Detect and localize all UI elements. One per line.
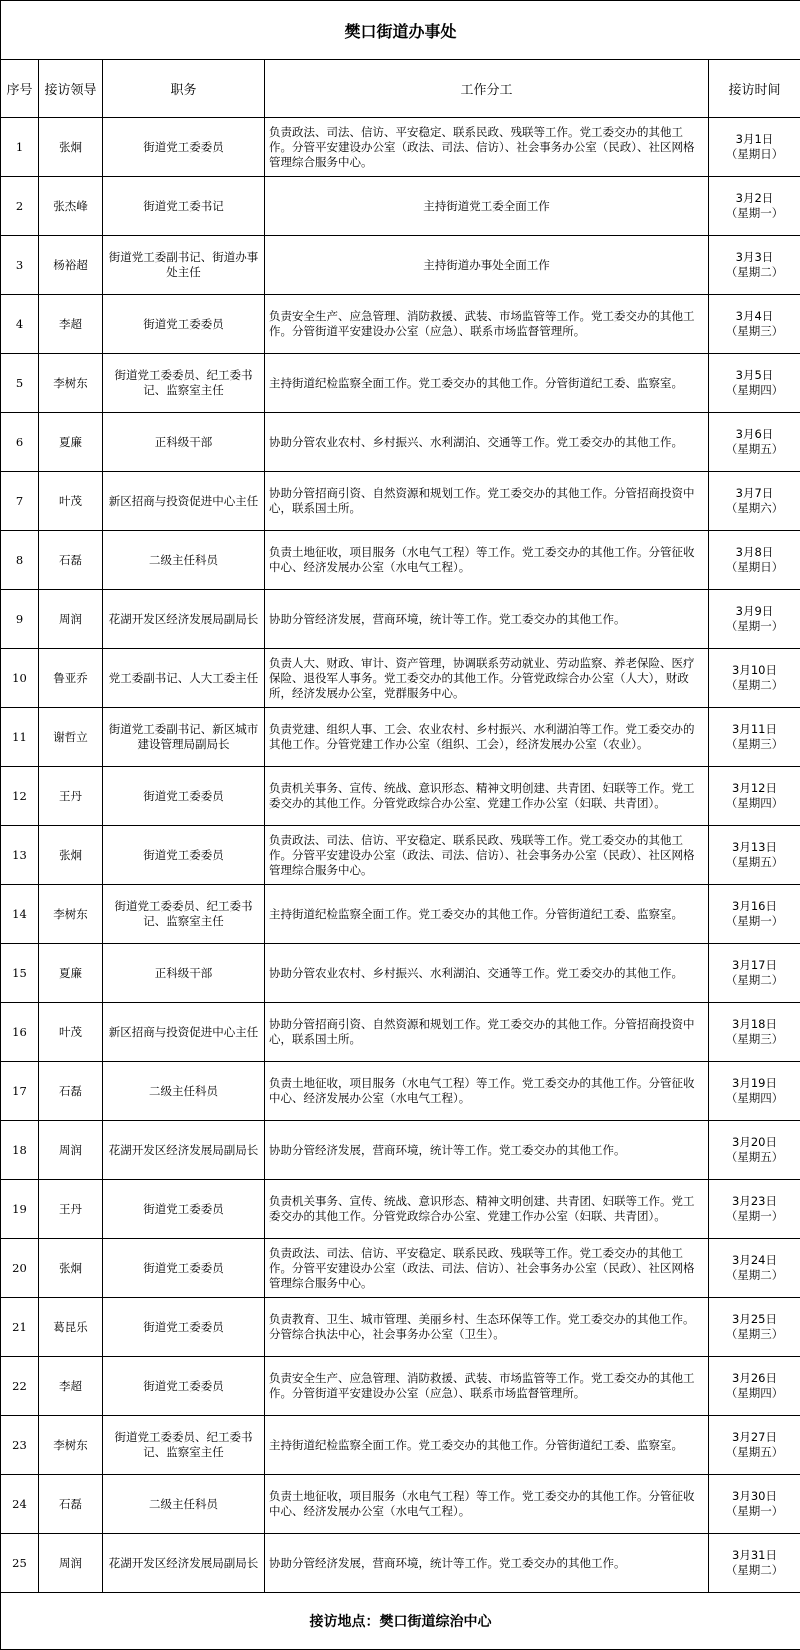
row-number: 3: [1, 236, 39, 295]
table-row: [1, 177, 800, 236]
reception-weekday: （星期一）: [713, 1209, 796, 1224]
reception-time: [709, 767, 800, 826]
reception-time: [709, 1298, 800, 1357]
duty-description: 协助分管农业农村、乡村振兴、水利湖泊、交通等工作。党工委交办的其他工作。: [265, 413, 709, 472]
table-row: [1, 1121, 800, 1180]
reception-weekday: （星期三）: [713, 1032, 796, 1047]
leader-position: 街道党工委委员: [103, 1357, 265, 1416]
leader-position: 街道党工委委员: [103, 295, 265, 354]
row-number: 4: [1, 295, 39, 354]
reception-weekday: （星期二）: [713, 1563, 796, 1578]
leader-position: 街道党工委委员: [103, 118, 265, 177]
reception-time: [709, 472, 800, 531]
table-title: 樊口街道办事处: [1, 1, 800, 60]
row-number: 6: [1, 413, 39, 472]
table-row: [1, 1003, 800, 1062]
leader-name: 李树东: [39, 354, 103, 413]
reception-time: [709, 1416, 800, 1475]
duty-description: 负责土地征收，项目服务（水电气工程）等工作。党工委交办的其他工作。分管征收中心、经济发展办公室（水电气工程）。: [265, 1475, 709, 1534]
leader-name: 李超: [39, 295, 103, 354]
reception-weekday: （星期日）: [713, 560, 796, 575]
reception-weekday: （星期四）: [713, 383, 796, 398]
row-number: 11: [1, 708, 39, 767]
reception-date: 3月5日: [713, 368, 796, 383]
reception-time: [709, 354, 800, 413]
reception-weekday: （星期六）: [713, 501, 796, 516]
leader-position: 二级主任科员: [103, 1475, 265, 1534]
leader-name: 鲁亚乔: [39, 649, 103, 708]
table-row: [1, 1416, 800, 1475]
row-number: 19: [1, 1180, 39, 1239]
row-number: 17: [1, 1062, 39, 1121]
leader-position: 正科级干部: [103, 944, 265, 1003]
reception-weekday: （星期一）: [713, 914, 796, 929]
reception-date: 3月11日: [713, 722, 796, 737]
table-row: [1, 1062, 800, 1121]
header-row: [1, 60, 800, 118]
table-row: [1, 1475, 800, 1534]
duty-description: 协助分管经济发展，营商环境，统计等工作。党工委交办的其他工作。: [265, 1534, 709, 1593]
leader-position: 街道党工委委员: [103, 767, 265, 826]
reception-weekday: （星期一）: [713, 1504, 796, 1519]
leader-position: 新区招商与投资促进中心主任: [103, 472, 265, 531]
reception-weekday: （星期二）: [713, 973, 796, 988]
leader-position: 街道党工委委员、纪工委书记、监察室主任: [103, 1416, 265, 1475]
reception-time: [709, 236, 800, 295]
reception-time: [709, 531, 800, 590]
table-row: [1, 1239, 800, 1298]
row-number: 21: [1, 1298, 39, 1357]
table-row: [1, 590, 800, 649]
table-row: [1, 885, 800, 944]
header-time: 接访时间: [709, 60, 800, 118]
duty-description: 负责政法、司法、信访、平安稳定、联系民政、残联等工作。党工委交办的其他工作。分管平安建设办公室（政法、司法、信访）、社会事务办公室（民政）、社区网格管理综合服务中心。: [265, 118, 709, 177]
table-row: [1, 1298, 800, 1357]
row-number: 7: [1, 472, 39, 531]
reception-date: 3月20日: [713, 1135, 796, 1150]
reception-date: 3月24日: [713, 1253, 796, 1268]
reception-time: [709, 1239, 800, 1298]
leader-position: 街道党工委委员: [103, 1239, 265, 1298]
header-duty: 工作分工: [265, 60, 709, 118]
leader-name: 李树东: [39, 1416, 103, 1475]
duty-description: 协助分管农业农村、乡村振兴、水利湖泊、交通等工作。党工委交办的其他工作。: [265, 944, 709, 1003]
row-number: 10: [1, 649, 39, 708]
reception-weekday: （星期一）: [713, 619, 796, 634]
reception-weekday: （星期五）: [713, 1150, 796, 1165]
reception-time: [709, 826, 800, 885]
reception-date: 3月7日: [713, 486, 796, 501]
leader-name: 杨裕超: [39, 236, 103, 295]
duty-description: 负责机关事务、宣传、统战、意识形态、精神文明创建、共青团、妇联等工作。党工委交办的其他工作。分管党政综合办公室、党建工作办公室（妇联、共青团）。: [265, 767, 709, 826]
table-row: [1, 1534, 800, 1593]
duty-description: 协助分管经济发展，营商环境，统计等工作。党工委交办的其他工作。: [265, 1121, 709, 1180]
row-number: 24: [1, 1475, 39, 1534]
reception-location: 接访地点：樊口街道综治中心: [1, 1593, 800, 1650]
table-row: [1, 767, 800, 826]
leader-position: 花湖开发区经济发展局副局长: [103, 1121, 265, 1180]
row-number: 15: [1, 944, 39, 1003]
table-row: [1, 472, 800, 531]
reception-time: [709, 1475, 800, 1534]
row-number: 25: [1, 1534, 39, 1593]
row-number: 23: [1, 1416, 39, 1475]
table-row: [1, 1180, 800, 1239]
reception-weekday: （星期四）: [713, 796, 796, 811]
leader-position: 街道党工委委员: [103, 826, 265, 885]
leader-position: 街道党工委委员、纪工委书记、监察室主任: [103, 354, 265, 413]
reception-weekday: （星期二）: [713, 1268, 796, 1283]
reception-time: [709, 649, 800, 708]
leader-name: 李树东: [39, 885, 103, 944]
reception-date: 3月6日: [713, 427, 796, 442]
reception-time: [709, 177, 800, 236]
duty-description: 负责机关事务、宣传、统战、意识形态、精神文明创建、共青团、妇联等工作。党工委交办的其他工作。分管党政综合办公室、党建工作办公室（妇联、共青团）。: [265, 1180, 709, 1239]
leader-name: 谢哲立: [39, 708, 103, 767]
duty-description: 协助分管招商引资、自然资源和规划工作。党工委交办的其他工作。分管招商投资中心，联系国土所。: [265, 1003, 709, 1062]
table-row: [1, 826, 800, 885]
leader-position: 花湖开发区经济发展局副局长: [103, 590, 265, 649]
leader-name: 石磊: [39, 1475, 103, 1534]
duty-description: 负责土地征收，项目服务（水电气工程）等工作。党工委交办的其他工作。分管征收中心、经济发展办公室（水电气工程）。: [265, 1062, 709, 1121]
leader-name: 石磊: [39, 1062, 103, 1121]
leader-position: 党工委副书记、人大工委主任: [103, 649, 265, 708]
table-row: [1, 413, 800, 472]
duty-description: 负责土地征收，项目服务（水电气工程）等工作。党工委交办的其他工作。分管征收中心、经济发展办公室（水电气工程）。: [265, 531, 709, 590]
reception-time: [709, 708, 800, 767]
leader-position: 新区招商与投资促进中心主任: [103, 1003, 265, 1062]
reception-date: 3月8日: [713, 545, 796, 560]
reception-weekday: （星期一）: [713, 206, 796, 221]
duty-description: 主持街道党工委全面工作: [265, 177, 709, 236]
reception-weekday: （星期日）: [713, 147, 796, 162]
reception-weekday: （星期四）: [713, 1091, 796, 1106]
reception-date: 3月16日: [713, 899, 796, 914]
leader-position: 街道党工委委员: [103, 1298, 265, 1357]
duty-description: 负责人大、财政、审计、资产管理，协调联系劳动就业、劳动监察、养老保险、医疗保险、退役军人事务。党工委交办的其他工作。分管党政综合办公室（人大），财政所，经济发展办公室，党群服务中心。: [265, 649, 709, 708]
reception-time: [709, 1534, 800, 1593]
leader-position: 二级主任科员: [103, 1062, 265, 1121]
duty-description: 负责教育、卫生、城市管理、美丽乡村、生态环保等工作。党工委交办的其他工作。分管综合执法中心，社会事务办公室（卫生）。: [265, 1298, 709, 1357]
reception-date: 3月25日: [713, 1312, 796, 1327]
reception-time: [709, 944, 800, 1003]
reception-time: [709, 885, 800, 944]
row-number: 2: [1, 177, 39, 236]
duty-description: 负责党建、组织人事、工会、农业农村、乡村振兴、水利湖泊等工作。党工委交办的其他工作。分管党建工作办公室（组织、工会），经济发展办公室（农业）。: [265, 708, 709, 767]
table-row: [1, 295, 800, 354]
reception-date: 3月9日: [713, 604, 796, 619]
row-number: 12: [1, 767, 39, 826]
reception-time: [709, 413, 800, 472]
reception-date: 3月2日: [713, 191, 796, 206]
reception-date: 3月17日: [713, 958, 796, 973]
header-leader: 接访领导: [39, 60, 103, 118]
reception-weekday: （星期三）: [713, 324, 796, 339]
reception-weekday: （星期二）: [713, 678, 796, 693]
leader-position: 二级主任科员: [103, 531, 265, 590]
leader-name: 王丹: [39, 767, 103, 826]
table-row: [1, 236, 800, 295]
reception-time: [709, 1357, 800, 1416]
reception-date: 3月12日: [713, 781, 796, 796]
row-number: 18: [1, 1121, 39, 1180]
leader-position: 街道党工委委员: [103, 1180, 265, 1239]
reception-date: 3月10日: [713, 663, 796, 678]
reception-date: 3月4日: [713, 309, 796, 324]
header-no: 序号: [1, 60, 39, 118]
reception-weekday: （星期三）: [713, 737, 796, 752]
reception-date: 3月19日: [713, 1076, 796, 1091]
duty-description: 负责政法、司法、信访、平安稳定、联系民政、残联等工作。党工委交办的其他工作。分管平安建设办公室（政法、司法、信访）、社会事务办公室（民政）、社区网格管理综合服务中心。: [265, 1239, 709, 1298]
duty-description: 协助分管经济发展，营商环境，统计等工作。党工委交办的其他工作。: [265, 590, 709, 649]
reception-date: 3月26日: [713, 1371, 796, 1386]
table-body: [1, 118, 800, 1593]
reception-time: [709, 295, 800, 354]
row-number: 5: [1, 354, 39, 413]
table-row: [1, 354, 800, 413]
duty-description: 负责安全生产、应急管理、消防救援、武装、市场监管等工作。党工委交办的其他工作。分管街道平安建设办公室（应急）、联系市场监督管理所。: [265, 295, 709, 354]
leader-name: 张炯: [39, 118, 103, 177]
leader-position: 街道党工委书记: [103, 177, 265, 236]
leader-position: 街道党工委副书记、新区城市建设管理局副局长: [103, 708, 265, 767]
reception-date: 3月3日: [713, 250, 796, 265]
reception-weekday: （星期二）: [713, 265, 796, 280]
row-number: 8: [1, 531, 39, 590]
duty-description: 主持街道纪检监察全面工作。党工委交办的其他工作。分管街道纪工委、监察室。: [265, 885, 709, 944]
row-number: 20: [1, 1239, 39, 1298]
reception-weekday: （星期五）: [713, 855, 796, 870]
table-row: [1, 531, 800, 590]
leader-name: 葛昆乐: [39, 1298, 103, 1357]
leader-name: 张杰峰: [39, 177, 103, 236]
leader-name: 王丹: [39, 1180, 103, 1239]
reception-weekday: （星期三）: [713, 1327, 796, 1342]
row-number: 14: [1, 885, 39, 944]
reception-weekday: （星期五）: [713, 442, 796, 457]
leader-position: 花湖开发区经济发展局副局长: [103, 1534, 265, 1593]
leader-position: 街道党工委副书记、街道办事处主任: [103, 236, 265, 295]
duty-description: 负责安全生产、应急管理、消防救援、武装、市场监管等工作。党工委交办的其他工作。分管街道平安建设办公室（应急）、联系市场监督管理所。: [265, 1357, 709, 1416]
leader-name: 李超: [39, 1357, 103, 1416]
leader-name: 周润: [39, 1534, 103, 1593]
reception-time: [709, 590, 800, 649]
table-row: [1, 708, 800, 767]
leader-name: 周润: [39, 590, 103, 649]
table-row: [1, 649, 800, 708]
duty-description: 主持街道纪检监察全面工作。党工委交办的其他工作。分管街道纪工委、监察室。: [265, 354, 709, 413]
reception-weekday: （星期五）: [713, 1445, 796, 1460]
table-row: [1, 944, 800, 1003]
reception-time: [709, 1003, 800, 1062]
duty-description: 协助分管招商引资、自然资源和规划工作。党工委交办的其他工作。分管招商投资中心，联系国土所。: [265, 472, 709, 531]
reception-date: 3月1日: [713, 132, 796, 147]
reception-date: 3月13日: [713, 840, 796, 855]
leader-name: 张炯: [39, 826, 103, 885]
reception-time: [709, 1121, 800, 1180]
reception-date: 3月30日: [713, 1489, 796, 1504]
leader-name: 叶茂: [39, 472, 103, 531]
leader-position: 正科级干部: [103, 413, 265, 472]
duty-description: 主持街道办事处全面工作: [265, 236, 709, 295]
reception-date: 3月31日: [713, 1548, 796, 1563]
duty-description: 主持街道纪检监察全面工作。党工委交办的其他工作。分管街道纪工委、监察室。: [265, 1416, 709, 1475]
leader-name: 夏廉: [39, 944, 103, 1003]
row-number: 9: [1, 590, 39, 649]
leader-position: 街道党工委委员、纪工委书记、监察室主任: [103, 885, 265, 944]
leader-name: 夏廉: [39, 413, 103, 472]
leader-name: 张炯: [39, 1239, 103, 1298]
reception-weekday: （星期四）: [713, 1386, 796, 1401]
row-number: 22: [1, 1357, 39, 1416]
duty-description: 负责政法、司法、信访、平安稳定、联系民政、残联等工作。党工委交办的其他工作。分管平安建设办公室（政法、司法、信访）、社会事务办公室（民政）、社区网格管理综合服务中心。: [265, 826, 709, 885]
reception-time: [709, 118, 800, 177]
reception-time: [709, 1180, 800, 1239]
header-position: 职务: [103, 60, 265, 118]
reception-time: [709, 1062, 800, 1121]
leader-name: 叶茂: [39, 1003, 103, 1062]
leader-name: 石磊: [39, 531, 103, 590]
reception-date: 3月18日: [713, 1017, 796, 1032]
reception-date: 3月23日: [713, 1194, 796, 1209]
leader-name: 周润: [39, 1121, 103, 1180]
row-number: 16: [1, 1003, 39, 1062]
row-number: 13: [1, 826, 39, 885]
table-row: [1, 1357, 800, 1416]
reception-date: 3月27日: [713, 1430, 796, 1445]
row-number: 1: [1, 118, 39, 177]
table-row: [1, 118, 800, 177]
